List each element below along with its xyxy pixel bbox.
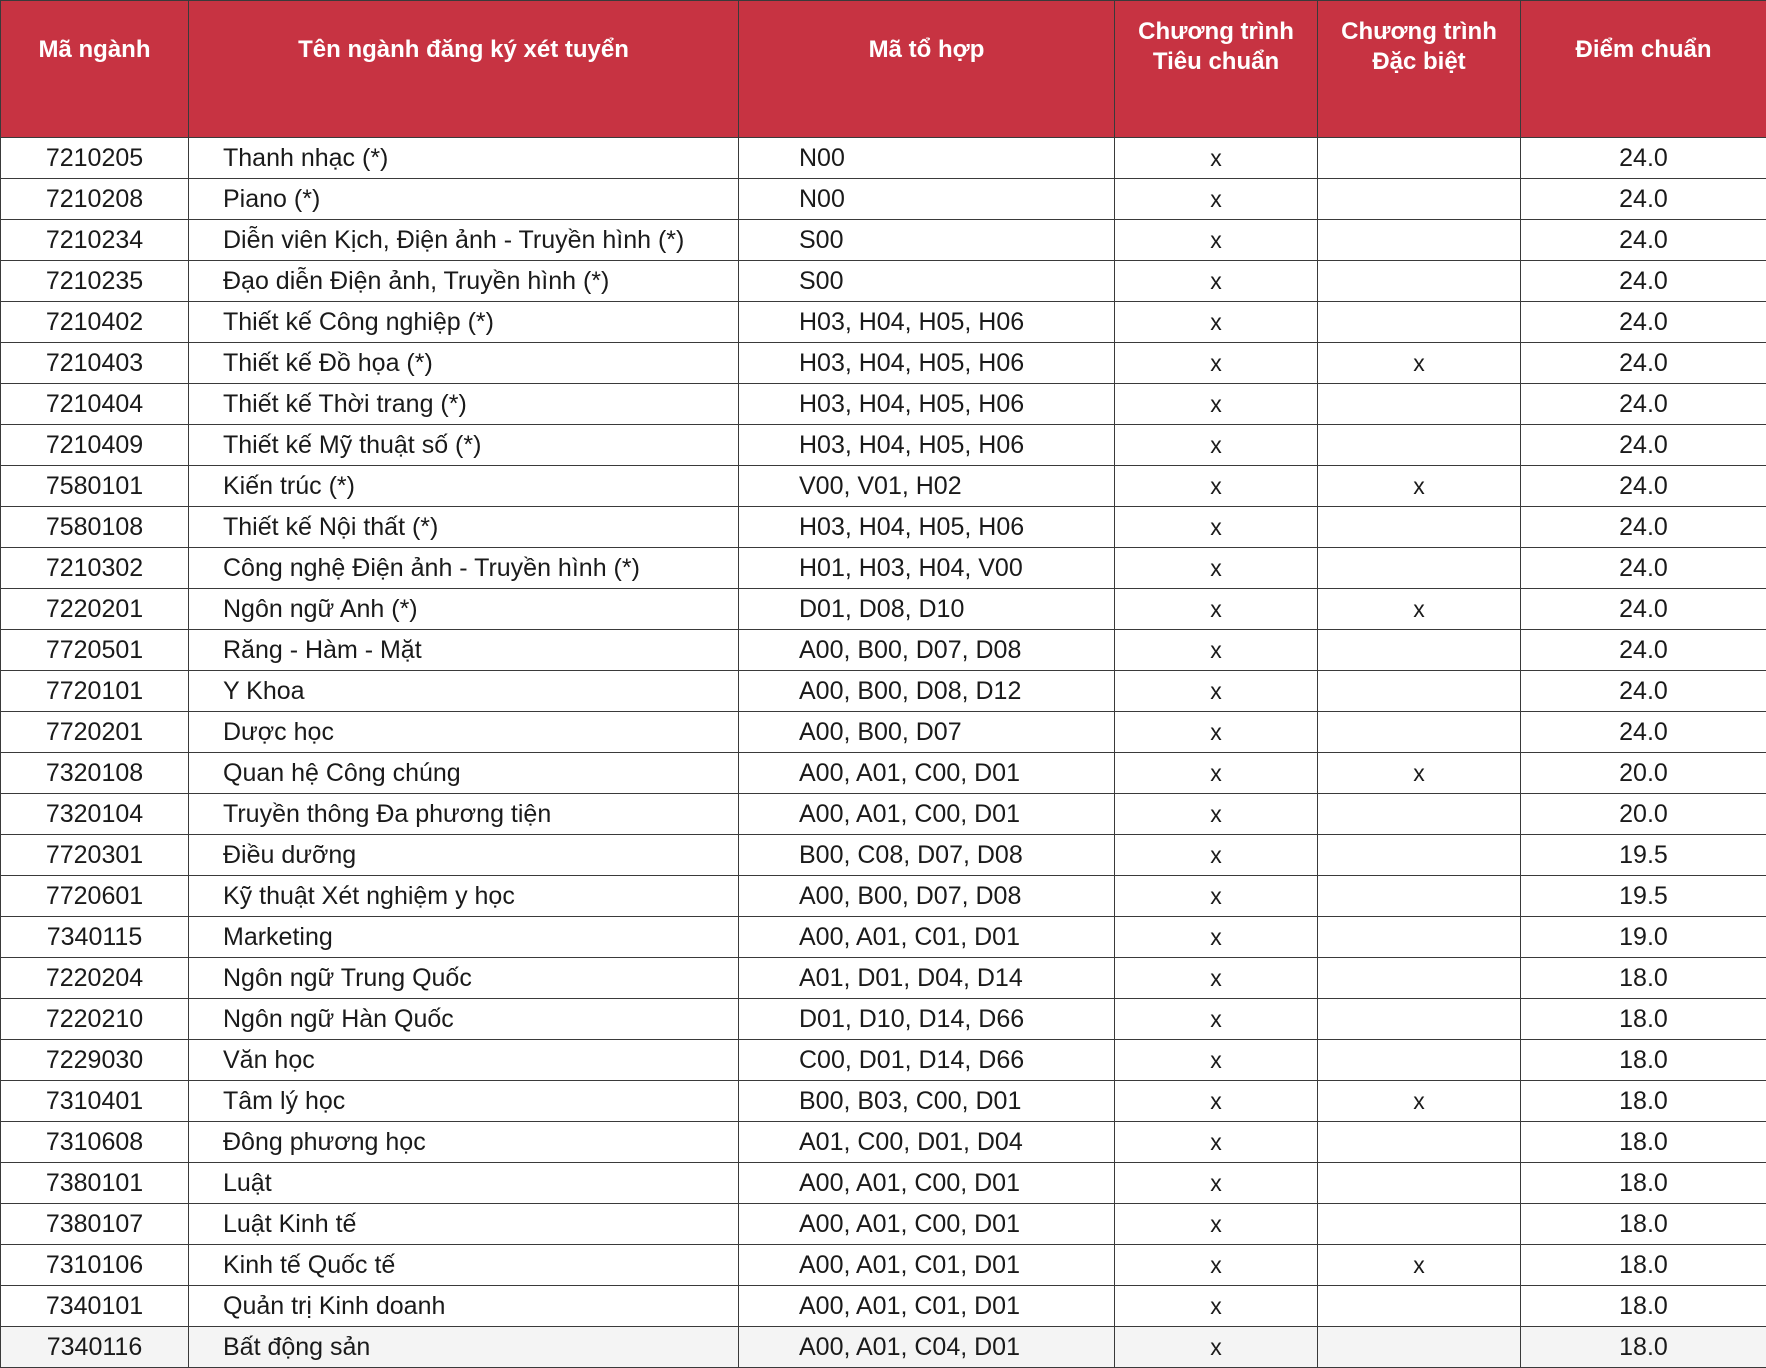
major-code-cell: 7210409 — [1, 425, 189, 466]
major-name-cell: Đông phương học — [189, 1122, 739, 1163]
major-code-cell: 7380107 — [1, 1204, 189, 1245]
table-row — [1, 917, 1766, 958]
table-row — [1, 220, 1766, 261]
major-name-cell: Marketing — [189, 917, 739, 958]
major-code-cell: 7310401 — [1, 1081, 189, 1122]
cutoff-score-cell: 18.0 — [1521, 1245, 1766, 1286]
standard-program-mark: x — [1115, 507, 1318, 548]
table-row — [1, 1245, 1766, 1286]
major-name-cell: Tâm lý học — [189, 1081, 739, 1122]
combination-code-cell: H01, H03, H04, V00 — [739, 548, 1115, 589]
special-program-mark — [1318, 179, 1521, 220]
major-code-cell: 7210403 — [1, 343, 189, 384]
special-program-mark — [1318, 548, 1521, 589]
standard-program-mark: x — [1115, 1122, 1318, 1163]
cutoff-score-cell: 24.0 — [1521, 466, 1766, 507]
combination-code-cell: A00, B00, D07, D08 — [739, 630, 1115, 671]
major-name-cell: Kiến trúc (*) — [189, 466, 739, 507]
standard-program-mark: x — [1115, 1327, 1318, 1368]
standard-program-mark: x — [1115, 384, 1318, 425]
major-name-cell: Luật — [189, 1163, 739, 1204]
table-row — [1, 1081, 1766, 1122]
major-code-cell: 7720601 — [1, 876, 189, 917]
table-row — [1, 1204, 1766, 1245]
header-cutoff-score: Điểm chuẩn — [1521, 1, 1766, 138]
table-row — [1, 1327, 1766, 1368]
major-code-cell: 7320104 — [1, 794, 189, 835]
standard-program-mark: x — [1115, 1245, 1318, 1286]
table-row — [1, 138, 1766, 179]
cutoff-score-cell: 24.0 — [1521, 384, 1766, 425]
table-row — [1, 712, 1766, 753]
table-row — [1, 794, 1766, 835]
standard-program-mark: x — [1115, 589, 1318, 630]
combination-code-cell: A00, A01, C00, D01 — [739, 794, 1115, 835]
header-row — [1, 1, 1766, 138]
cutoff-score-cell: 24.0 — [1521, 712, 1766, 753]
major-code-cell: 7310608 — [1, 1122, 189, 1163]
standard-program-mark: x — [1115, 712, 1318, 753]
cutoff-score-cell: 18.0 — [1521, 1286, 1766, 1327]
cutoff-score-cell: 18.0 — [1521, 999, 1766, 1040]
standard-program-mark: x — [1115, 302, 1318, 343]
major-name-cell: Thanh nhạc (*) — [189, 138, 739, 179]
major-code-cell: 7340115 — [1, 917, 189, 958]
cutoff-score-cell: 18.0 — [1521, 1163, 1766, 1204]
standard-program-mark: x — [1115, 794, 1318, 835]
header-special-program — [1318, 1, 1521, 138]
combination-code-cell: B00, C08, D07, D08 — [739, 835, 1115, 876]
standard-program-mark: x — [1115, 753, 1318, 794]
header-combination-code: Mã tổ hợp — [739, 1, 1115, 138]
combination-code-cell: A00, A01, C04, D01 — [739, 1327, 1115, 1368]
major-code-cell: 7720201 — [1, 712, 189, 753]
table-row — [1, 671, 1766, 712]
major-code-cell: 7229030 — [1, 1040, 189, 1081]
special-program-mark: x — [1318, 1245, 1521, 1286]
standard-program-mark: x — [1115, 1163, 1318, 1204]
special-program-mark: x — [1318, 466, 1521, 507]
special-program-mark — [1318, 1204, 1521, 1245]
major-code-cell: 7210205 — [1, 138, 189, 179]
standard-program-mark: x — [1115, 835, 1318, 876]
major-name-cell: Công nghệ Điện ảnh - Truyền hình (*) — [189, 548, 739, 589]
special-program-mark — [1318, 712, 1521, 753]
major-code-cell: 7220204 — [1, 958, 189, 999]
combination-code-cell: C00, D01, D14, D66 — [739, 1040, 1115, 1081]
table-row — [1, 1122, 1766, 1163]
special-program-mark — [1318, 261, 1521, 302]
major-code-cell: 7580101 — [1, 466, 189, 507]
major-name-cell: Truyền thông Đa phương tiện — [189, 794, 739, 835]
cutoff-score-cell: 24.0 — [1521, 302, 1766, 343]
major-name-cell: Y Khoa — [189, 671, 739, 712]
major-code-cell: 7210235 — [1, 261, 189, 302]
special-program-mark — [1318, 999, 1521, 1040]
major-name-cell: Thiết kế Thời trang (*) — [189, 384, 739, 425]
special-program-mark — [1318, 425, 1521, 466]
standard-program-mark: x — [1115, 343, 1318, 384]
table-row — [1, 343, 1766, 384]
table-row — [1, 302, 1766, 343]
combination-code-cell: A00, B00, D08, D12 — [739, 671, 1115, 712]
header-special-line1: Chương trình — [1341, 18, 1497, 45]
table-header — [1, 1, 1766, 138]
special-program-mark — [1318, 876, 1521, 917]
cutoff-score-cell: 18.0 — [1521, 1204, 1766, 1245]
combination-code-cell: D01, D10, D14, D66 — [739, 999, 1115, 1040]
standard-program-mark: x — [1115, 999, 1318, 1040]
cutoff-score-cell: 19.5 — [1521, 876, 1766, 917]
major-name-cell: Thiết kế Công nghiệp (*) — [189, 302, 739, 343]
header-special-line2: Đặc biệt — [1372, 48, 1465, 75]
cutoff-score-cell: 18.0 — [1521, 1327, 1766, 1368]
special-program-mark — [1318, 302, 1521, 343]
table-row — [1, 384, 1766, 425]
cutoff-score-cell: 24.0 — [1521, 548, 1766, 589]
major-name-cell: Văn học — [189, 1040, 739, 1081]
table-row — [1, 876, 1766, 917]
major-code-cell: 7220210 — [1, 999, 189, 1040]
special-program-mark — [1318, 1163, 1521, 1204]
major-name-cell: Luật Kinh tế — [189, 1204, 739, 1245]
special-program-mark — [1318, 1286, 1521, 1327]
standard-program-mark: x — [1115, 220, 1318, 261]
special-program-mark: x — [1318, 589, 1521, 630]
major-name-cell: Ngôn ngữ Hàn Quốc — [189, 999, 739, 1040]
cutoff-score-cell: 19.0 — [1521, 917, 1766, 958]
major-name-cell: Ngôn ngữ Anh (*) — [189, 589, 739, 630]
combination-code-cell: H03, H04, H05, H06 — [739, 507, 1115, 548]
major-name-cell: Răng - Hàm - Mặt — [189, 630, 739, 671]
major-code-cell: 7210302 — [1, 548, 189, 589]
header-major-name: Tên ngành đăng ký xét tuyển — [189, 1, 739, 138]
special-program-mark — [1318, 835, 1521, 876]
standard-program-mark: x — [1115, 179, 1318, 220]
major-code-cell: 7340101 — [1, 1286, 189, 1327]
cutoff-score-cell: 24.0 — [1521, 220, 1766, 261]
special-program-mark: x — [1318, 1081, 1521, 1122]
table-row — [1, 835, 1766, 876]
cutoff-score-cell: 18.0 — [1521, 1122, 1766, 1163]
special-program-mark — [1318, 1327, 1521, 1368]
major-name-cell: Đạo diễn Điện ảnh, Truyền hình (*) — [189, 261, 739, 302]
special-program-mark: x — [1318, 753, 1521, 794]
special-program-mark — [1318, 1122, 1521, 1163]
special-program-mark — [1318, 220, 1521, 261]
standard-program-mark: x — [1115, 630, 1318, 671]
major-name-cell: Thiết kế Mỹ thuật số (*) — [189, 425, 739, 466]
cutoff-score-cell: 20.0 — [1521, 794, 1766, 835]
combination-code-cell: A00, A01, C01, D01 — [739, 1286, 1115, 1327]
major-code-cell: 7210208 — [1, 179, 189, 220]
major-name-cell: Quản trị Kinh doanh — [189, 1286, 739, 1327]
table-row — [1, 261, 1766, 302]
standard-program-mark: x — [1115, 466, 1318, 507]
major-name-cell: Thiết kế Đồ họa (*) — [189, 343, 739, 384]
standard-program-mark: x — [1115, 1286, 1318, 1327]
header-standard-program — [1115, 1, 1318, 138]
special-program-mark — [1318, 507, 1521, 548]
standard-program-mark: x — [1115, 958, 1318, 999]
major-code-cell: 7720101 — [1, 671, 189, 712]
combination-code-cell: B00, B03, C00, D01 — [739, 1081, 1115, 1122]
major-name-cell: Piano (*) — [189, 179, 739, 220]
combination-code-cell: A00, A01, C01, D01 — [739, 917, 1115, 958]
major-code-cell: 7220201 — [1, 589, 189, 630]
standard-program-mark: x — [1115, 1040, 1318, 1081]
major-name-cell: Kỹ thuật Xét nghiệm y học — [189, 876, 739, 917]
special-program-mark — [1318, 958, 1521, 999]
standard-program-mark: x — [1115, 917, 1318, 958]
cutoff-score-cell: 19.5 — [1521, 835, 1766, 876]
major-name-cell: Thiết kế Nội thất (*) — [189, 507, 739, 548]
combination-code-cell: H03, H04, H05, H06 — [739, 425, 1115, 466]
table-row — [1, 507, 1766, 548]
standard-program-mark: x — [1115, 876, 1318, 917]
major-code-cell: 7720301 — [1, 835, 189, 876]
cutoff-score-cell: 24.0 — [1521, 425, 1766, 466]
table-body — [1, 138, 1766, 1368]
combination-code-cell: H03, H04, H05, H06 — [739, 343, 1115, 384]
standard-program-mark: x — [1115, 261, 1318, 302]
major-name-cell: Kinh tế Quốc tế — [189, 1245, 739, 1286]
special-program-mark — [1318, 794, 1521, 835]
table-row — [1, 589, 1766, 630]
combination-code-cell: A00, A01, C01, D01 — [739, 1245, 1115, 1286]
table-row — [1, 753, 1766, 794]
table-row — [1, 466, 1766, 507]
cutoff-score-cell: 24.0 — [1521, 343, 1766, 384]
special-program-mark — [1318, 671, 1521, 712]
standard-program-mark: x — [1115, 138, 1318, 179]
cutoff-score-cell: 18.0 — [1521, 958, 1766, 999]
combination-code-cell: A00, A01, C00, D01 — [739, 1204, 1115, 1245]
combination-code-cell: A00, A01, C00, D01 — [739, 753, 1115, 794]
major-name-cell: Quan hệ Công chúng — [189, 753, 739, 794]
major-name-cell: Bất động sản — [189, 1327, 739, 1368]
cutoff-score-cell: 24.0 — [1521, 261, 1766, 302]
header-standard-line1: Chương trình — [1138, 18, 1294, 45]
major-code-cell: 7340116 — [1, 1327, 189, 1368]
combination-code-cell: A01, C00, D01, D04 — [739, 1122, 1115, 1163]
combination-code-cell: S00 — [739, 261, 1115, 302]
table-row — [1, 630, 1766, 671]
header-standard-line2: Tiêu chuẩn — [1153, 48, 1279, 75]
special-program-mark: x — [1318, 343, 1521, 384]
header-major-code: Mã ngành — [1, 1, 189, 138]
major-code-cell: 7380101 — [1, 1163, 189, 1204]
cutoff-score-cell: 24.0 — [1521, 630, 1766, 671]
combination-code-cell: S00 — [739, 220, 1115, 261]
combination-code-cell: A01, D01, D04, D14 — [739, 958, 1115, 999]
combination-code-cell: N00 — [739, 179, 1115, 220]
major-name-cell: Điều dưỡng — [189, 835, 739, 876]
cutoff-score-cell: 20.0 — [1521, 753, 1766, 794]
major-code-cell: 7580108 — [1, 507, 189, 548]
table-row — [1, 999, 1766, 1040]
table-row — [1, 958, 1766, 999]
cutoff-score-cell: 24.0 — [1521, 179, 1766, 220]
table-row — [1, 548, 1766, 589]
major-name-cell: Ngôn ngữ Trung Quốc — [189, 958, 739, 999]
combination-code-cell: H03, H04, H05, H06 — [739, 302, 1115, 343]
table-row — [1, 179, 1766, 220]
combination-code-cell: A00, A01, C00, D01 — [739, 1163, 1115, 1204]
combination-code-cell: N00 — [739, 138, 1115, 179]
table-row — [1, 1163, 1766, 1204]
standard-program-mark: x — [1115, 425, 1318, 466]
combination-code-cell: A00, B00, D07 — [739, 712, 1115, 753]
combination-code-cell: D01, D08, D10 — [739, 589, 1115, 630]
major-name-cell: Dược học — [189, 712, 739, 753]
special-program-mark — [1318, 138, 1521, 179]
combination-code-cell: V00, V01, H02 — [739, 466, 1115, 507]
cutoff-score-cell: 24.0 — [1521, 589, 1766, 630]
special-program-mark — [1318, 384, 1521, 425]
special-program-mark — [1318, 917, 1521, 958]
cutoff-score-cell: 24.0 — [1521, 138, 1766, 179]
cutoff-score-cell: 18.0 — [1521, 1040, 1766, 1081]
major-code-cell: 7320108 — [1, 753, 189, 794]
major-code-cell: 7210234 — [1, 220, 189, 261]
special-program-mark — [1318, 630, 1521, 671]
major-code-cell: 7720501 — [1, 630, 189, 671]
combination-code-cell: A00, B00, D07, D08 — [739, 876, 1115, 917]
table-row — [1, 425, 1766, 466]
major-code-cell: 7310106 — [1, 1245, 189, 1286]
cutoff-score-cell: 18.0 — [1521, 1081, 1766, 1122]
special-program-mark — [1318, 1040, 1521, 1081]
standard-program-mark: x — [1115, 548, 1318, 589]
cutoff-score-cell: 24.0 — [1521, 507, 1766, 548]
standard-program-mark: x — [1115, 1081, 1318, 1122]
table-row — [1, 1286, 1766, 1327]
standard-program-mark: x — [1115, 1204, 1318, 1245]
major-code-cell: 7210404 — [1, 384, 189, 425]
cutoff-score-cell: 24.0 — [1521, 671, 1766, 712]
major-name-cell: Diễn viên Kịch, Điện ảnh - Truyền hình (*) — [189, 220, 739, 261]
standard-program-mark: x — [1115, 671, 1318, 712]
major-code-cell: 7210402 — [1, 302, 189, 343]
combination-code-cell: H03, H04, H05, H06 — [739, 384, 1115, 425]
table-row — [1, 1040, 1766, 1081]
